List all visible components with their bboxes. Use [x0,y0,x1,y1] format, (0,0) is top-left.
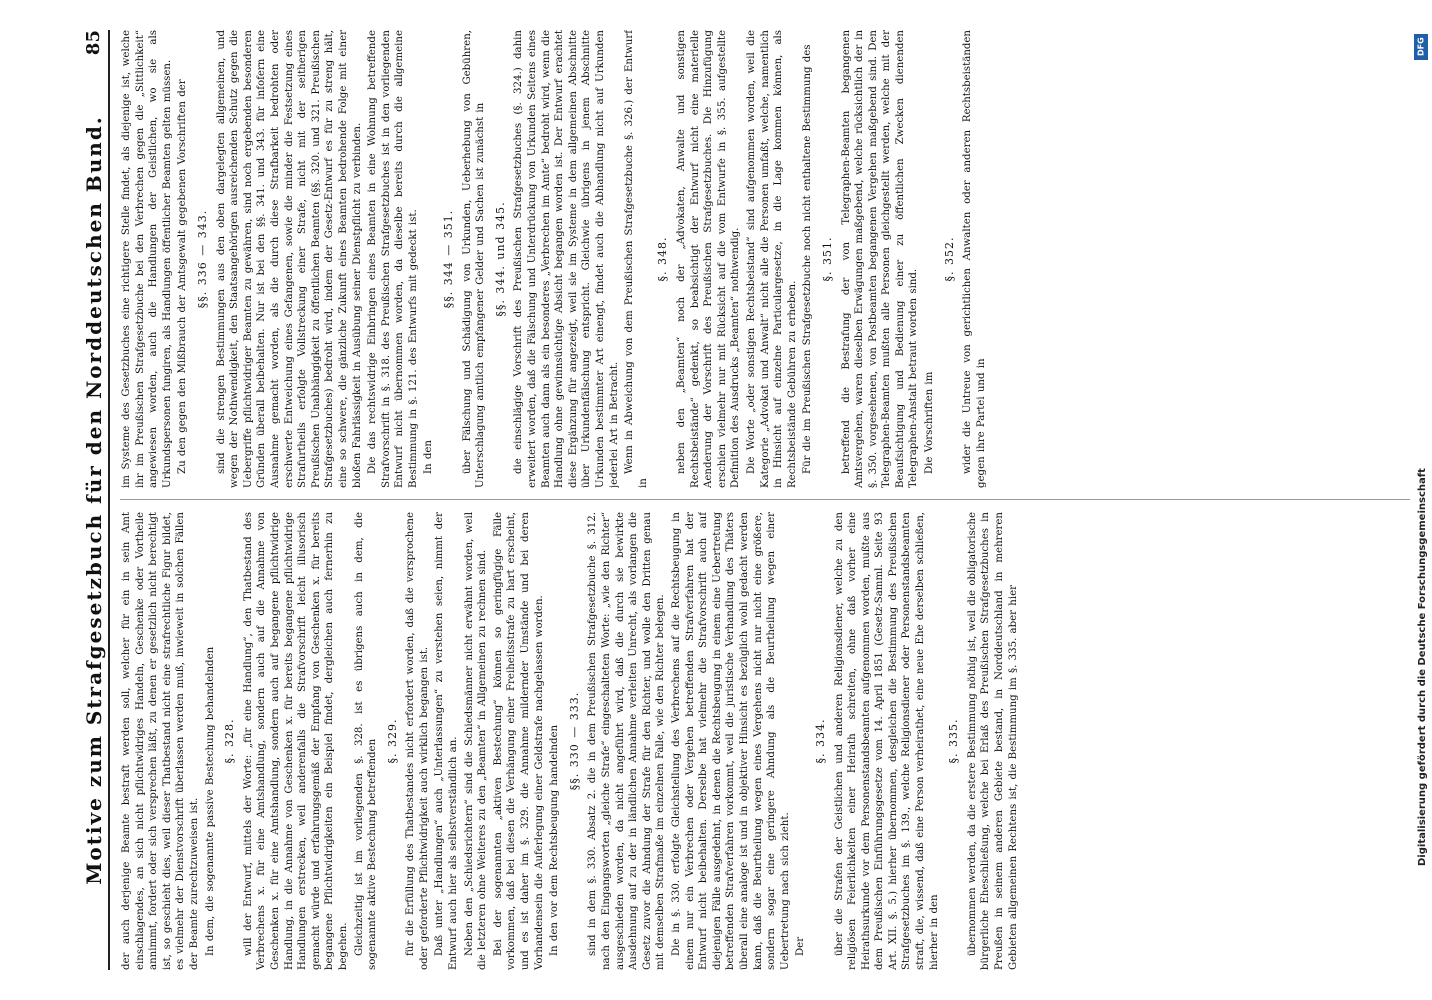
paragraph: Zu den gegen den Mißbrauch der Amtsgewalt gegebenen Vorschriften der [177,79,189,474]
paragraph: In den [423,440,435,474]
paragraph: betreffend die Bestrafung der von Telegraphen-Beamten begangenen Amtsvergehen, waren dieselben Erwägungen maßgebend, welche rücksichtlich der in §. 350. vorgesehenen, von Postbeamten begangenen Vergehen maßgebend sind. Den Telegraphen-Beamten mußten alle Personen gleichgestellt werden, welche mit der Beaufsichtigung und Bedienung einer zu öffentlichen Zwecken dienenden Telegraphen-Anstalt betraut worden sind. [840,30,920,488]
paragraph: der auch derjenige Beamte bestraft werden soll, welcher für ein in sein Amt einschlagendes, an sich nicht pflichtwidriges Handeln, Geschenke oder Vortheile annimmt, fordert oder sich versprechen läßt, zu denen er gesetzlich nicht berechtigt ist, so geschieht dies, weil dieser Thatbestand nicht eine strafrechtliche Figur bildet, es vielmehr der Dienstvorschrift überlassen werden muß, inwieweit in solchen Fällen der Beamte zurechtzuweisen ist. [121,512,200,970]
paragraph: wider die Untreue von gerichtlichen Anwalten oder anderen Rechtsbeiständen gegen ihre Partei und in [962,30,987,488]
paragraph: Bei der sogenannten „aktiven Bestechung“ können so geringfügige Fälle vorkommen, daß bei diesen die Verhängung einer Freiheitsstrafe zu hart erscheint, und es ist daher im §. 329. die Annahme mildernder Umstände und bei deren Vorhandensein die Auferlegung einer Geldstrafe nachgelassen worden. [492,512,545,970]
section-heading: §§. 336 — 343. [195,209,209,309]
paragraph: Daß unter „Handlungen“ auch „Unterlassungen“ zu verstehen seien, nimmt der Entwurf auch hier als selbstverständlich an. [434,512,460,970]
paragraph: sind in dem §. 330. Absatz 2. die in dem Preußischen Strafgesetzbuche §. 312. nach den Eingangsworten „gleiche Strafe“ eingeschalteten Worte: „wie den Richter“ ausgeschieden worden, da nicht angeführt wird, daß die durch sie bewirkte Ausdehnung auf zu der in ländlichen Annahme verleiten Unrecht, als vorlangen die Gesetz zuvor die Ahndung der Strafe für den Richter, und wolle den Dritten genau mit demselben Strafmaße im einzelnen Falle, wie den Richter belegen. [587,512,667,970]
section-heading: §. 352. [942,236,956,282]
paragraph: Die Vorschriften im [924,371,936,474]
paragraph: Für die im Preußischen Strafgesetzbuche noch nicht enthaltene Bestimmung des [802,44,814,474]
paragraph: Der [795,936,807,956]
section-heading: §. 334. [813,718,827,764]
paragraph: Neben den „Schiedsrichtern“ sind die Schiedsmänner nicht erwähnt worden, weil die letzteren ohne Weiteres zu den „Beamten“ in Allgemeinen zu rechnen sind. [463,512,489,970]
paragraph: über die Strafen der Geistlichen und anderen Religionsdiener, welche zu den religiösen Feierlichkeiten einer Heirath schreiten, ohne daß vorher eine Heirathsurkunde vor dem Personenstandsbeamten aufgenommen worden, mußte aus dem Preußischen Einführungsgesetze vom 14. April 1851 (Gesetz-Samml. Seite 93 Art. XII. §. 5.) hierher übernommen, desgleichen die Bestimmung des Preußischen Strafgesetzbuches im §. 139., welche Religionsdiener oder Personenstandsbeamten straft, die, wissend, daß eine Person verheirathet, eine neue Ehe derselben schließen, hierher in den [833,512,940,970]
paragraph: In dem, die sogenannte passive Bestechung behandelnden [204,646,216,956]
paragraph: die einschlägige Vorschrift des Preußischen Strafgesetzbuches (§. 324.) dahin erweitert worden, daß die Fälschung und Unterdrückung von Urkunden Seitens eines Beamten auch dann als ein besonderes „Verbrechen im Amte“ bedroht wird, wenn die Handlung ohne gewinnsüchtige Absicht begangen worden ist. Der Entwurf erachtet diese Ergänzung für angezeigt, weil sie im Systeme in dem allgemeinen Abschnitte über Urkundenfälschung entspricht. Gleichwie übrigens in jenem Abschnitte Urkunden bestimmter Art einengt, findet auch die Abhandlung nicht auf Urkunden jederlei Art in Betracht. [513,30,620,488]
page-content [80,30,1410,970]
paragraph: Gleichzeitig ist im vorliegenden §. 328. ist es übrigens auch in dem, die sogenannte aktive Bestechung betreffenden [353,512,379,970]
paragraph: über Fälschung und Schädigung von Urkunden, Ueberhebung von Gebühren, Unterschlagung amtlich empfangener Gelder und Sachen ist zunächst in [461,30,487,488]
paragraph: übernommen werden, da die erstere Bestimmung nöthig ist, weil die obligatorische bürgerliche Eheschließung, welche bei Erlaß des Preußischen Strafgesetzbuches in Preußen in seinem anderen Gebiete bestand, in Norddeutschland in mehreren Gebieten allgemeinen Rechtens ist, die Bestimmung im §. 335. aber hier [966,512,1019,970]
dfg-watermark [1414,34,1428,874]
paragraph: im Systeme des Gesetzbuches eine richtigere Stelle findet, als diejenige ist, welche ihr im Preußischen Strafgesetzbuche bei den Verbrechen gegen die „Sittlichkeit“ angewiesen worden, auch die Handlungen der Geistlichen, wo sie als Urkundspersonen fungiren, als Handlungen öffentlicher Beamten gelten müssen. [121,30,173,488]
dfg-funding-note: Digitalisierung gefördert durch die Deutsche Forschungsgemeinschaft [1417,468,1428,866]
section-heading: §§. 344. und 345. [493,201,507,317]
text-columns [120,30,1410,970]
dfg-logo: DFG [1414,34,1428,60]
left-text-column [120,512,1410,970]
section-heading: §. 351. [820,236,834,282]
section-heading: §. 329. [385,718,399,764]
section-heading: §. 348. [656,236,670,282]
paragraph: Die das rechtswidrige Einbringen eines Beamten in eine Wohnung betreffende Strafvorschrift in §. 318. des Preußischen Strafgesetzbuches ist in den vorliegenden Entwurf nicht übernommen worden, da dieselbe bereits durch die allgemeine Bestimmung in §. 121. des Entwurfs mit gedeckt ist. [367,30,419,488]
paragraph: Die in §. 330. erfolgte Gleichstellung des Verbrechens auf die Rechtsbeugung in einem nur ein Verbrechen oder Vergehen betreffenden Strafverfahren hat der Entwurf nicht beibehalten. Derselbe hat vielmehr die Strafvorschrift auch auf diejenigen Fälle ausgedehnt, in denen die Rechtsbeugung in einem eine Uebertretung betreffenden Strafverfahren vorkommt, weil die juristische Verhandlung des Thäters überall eine analoge ist und in objektiver Hinsicht es bezüglich wohl gedacht werden kann, daß die Beurtheilung wegen eines Vergehens nicht nur nicht eine größere, sondern sogar eine geringere Ahndung als die Beurtheilung wegen einer Uebertretung nach sich zieht. [670,512,791,970]
right-text-column [120,30,1410,488]
paragraph: will der Entwurf, mittels der Worte: „für eine Handlung“, den Thatbestand des Verbrechens x. für eine Amtshandlung, sondern auch auf die Annahme von Geschenken x. für eine Amtshandlung, sondern auch auf begangene pflichtwidrige Handlung, in die Annahme von Geschenken x. für bereits begangene pflichtwidrige Handlungen erstrecken, weil anderenfalls die Strafvorschrift leicht illusorisch gemacht würde und erfahrungsgemäß der Empfang von Geschenken x. für bereits begangene Pflichtwidrigkeiten ein Beispiel findet, dergleichen auch fernerhin zu begehen. [242,512,349,970]
section-heading: §§. 344 — 351. [442,209,456,309]
paragraph: In den vor dem Rechtsbeugung handelnden [549,724,561,956]
section-heading: §§. 330 — 333. [567,691,581,791]
rotated-book-page [40,0,1412,1000]
section-heading: §. 335. [947,718,961,764]
section-heading: §. 328. [223,718,237,764]
paragraph: Die Worte „oder sonstigen Rechtsbeistand“ sind aufgenommen worden, weil die Kategorie „Advokat und Anwalt“ nicht alle die Personen umfaßt, welche, namentlich in Hinsicht auf einzelne Particulargesetze, in die Lage kommen können, als Rechtsbeistände Gebühren zu erheben. [745,30,798,488]
paragraph: sind die strengen Bestimmungen aus den oben dargelegten allgemeinen, und wegen der Nothwendigkeit, den Staatsangehörigen ausreichenden Schutz gegen die Uebergriffe pflichtwidriger Beamten zu gewähren, sind noch ergebenden besonderen Gründen überall beibehalten. Nur ist bei den §§. 341. und 343. für infofern eine Ausnahme gemacht worden, als die durch diese Strafbarkeit bedrohten oder erschwerte Entweichung eines Gefangenen, sowie die minder die Festsetzung eines Strafurtheils erfolgte Vollstreckung einer Strafe, nicht mit der seitherigen Preußischen Unabhängigkeit zu öffentlichen Beamten (§§. 320. und 321. Preußischen Strafgesetzbuches) bedroht wird, indem der Gesetz-Entwurf es für zu streng hält, eine so schwere, die gänzliche Zukunft eines Beamten bedrohende Folge mit einer bloßen Fahrlässigkeit in Ausübung seiner Dienstpflicht zu verbinden. [215,30,363,488]
paragraph: für die Erfüllung des Thatbestandes nicht erfordert worden, daß die versprochene oder geforderte Pflichtwidrigkeit auch wirklich begangen ist. [405,512,430,970]
page-number: 85 [83,30,104,56]
paragraph: neben den „Beamten“ noch der „Advokaten, Anwalte und sonstigen Rechtsbeistände“ gedenkt, so beabsichtigt der Entwurf nicht eine materielle Aenderung der Vorschrift des Preußischen Strafgesetzbuches. Die Hinzufügung erschien vielmehr nur mit Rücksicht auf die vom Entwurfe in §. 355. aufgestellte Definition des Ausdrucks „Beamten“ nothwendig. [675,30,742,488]
running-title: Motive zum Strafgesetzbuch für den Norddeutschen Bund. [80,30,110,970]
paragraph: Wenn in Abweichung von dem Preußischen Strafgesetzbuche §. 326.) der Entwurf in [624,30,649,488]
